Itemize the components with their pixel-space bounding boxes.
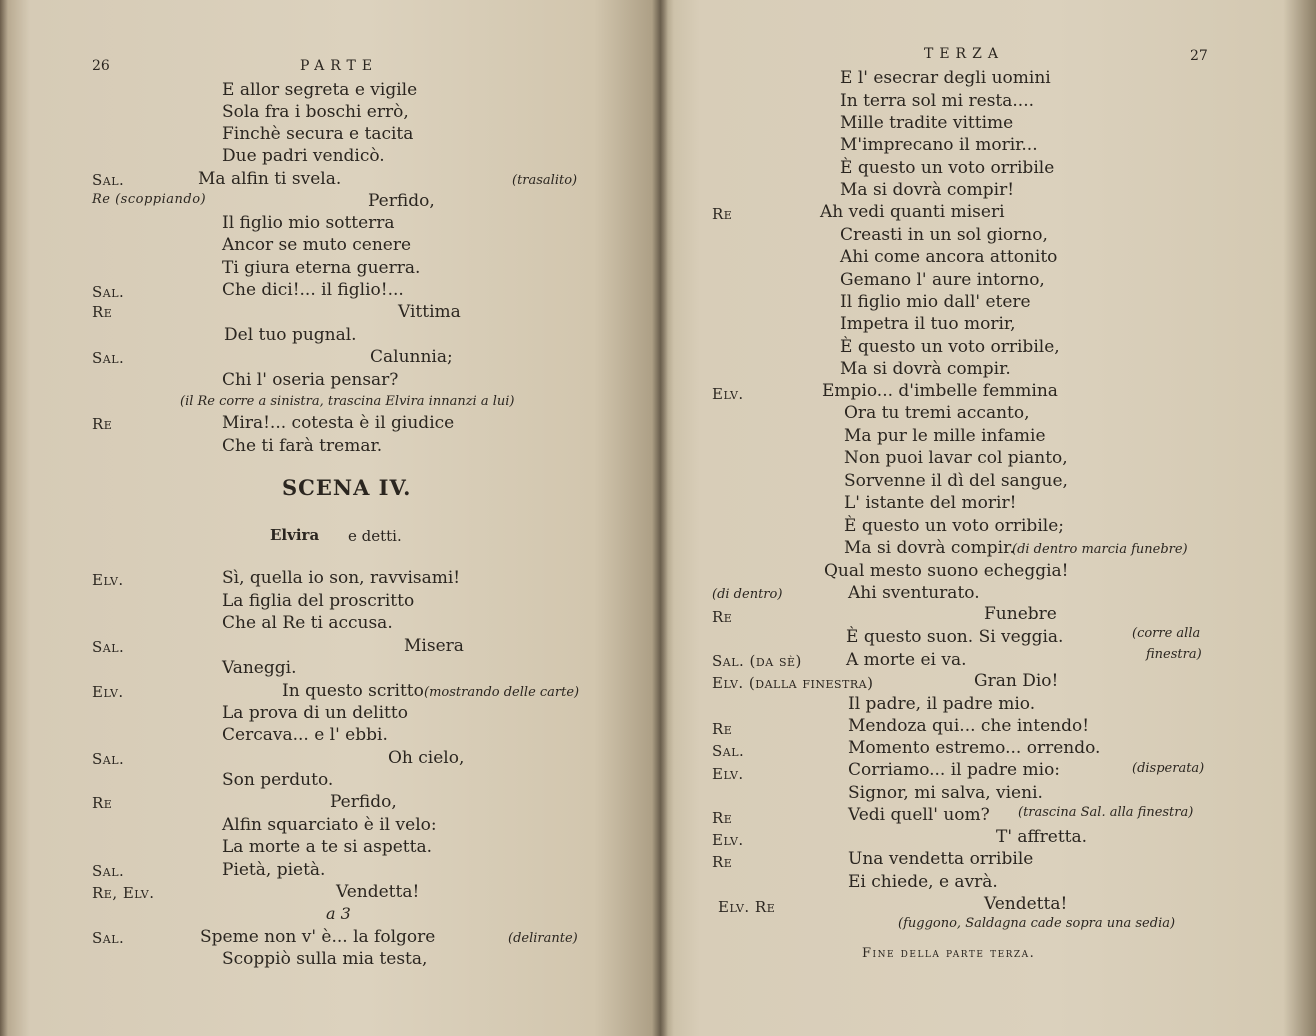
speaker-label: Elv. Re [718, 898, 776, 916]
verse-line: L' istante del morir! [844, 493, 1017, 513]
verse-line: La prova di un delitto [222, 703, 408, 723]
stage-direction: (mostrando delle carte) [424, 685, 580, 700]
verse-line: Vedi quell' uom? [848, 805, 990, 825]
verse-line: Ti giura eterna guerra. [222, 258, 421, 278]
verse-line: Vendetta! [336, 882, 420, 902]
verse-line: Mille tradite vittime [840, 113, 1014, 133]
verse-line: Una vendetta orribile [848, 849, 1034, 869]
verse-line: Il figlio mio dall' etere [840, 292, 1031, 312]
verse-line: A morte ei va. [846, 650, 967, 670]
speaker-label: Elv. [92, 571, 124, 589]
verse-line: Ora tu tremi accanto, [844, 403, 1030, 423]
verse-line: Vittima [398, 302, 461, 322]
verse-line: Due padri vendicò. [222, 146, 385, 166]
speaker-label: Re (scoppiando) [92, 192, 207, 207]
ensemble-marker: a 3 [326, 904, 351, 923]
verse-line: Ma si dovrà compir! [840, 180, 1015, 200]
verse-line: Ma pur le mille infamie [844, 426, 1046, 446]
verse-line: Ma alfin ti svela. [198, 169, 342, 189]
verse-line: Ei chiede, e avrà. [848, 872, 998, 892]
verse-line: Sola fra i boschi errò, [222, 102, 409, 122]
speaker-label: Sal. [92, 349, 125, 367]
stage-direction: (corre alla [1132, 626, 1201, 641]
verse-line: In questo scritto [282, 681, 424, 701]
verse-line: Vendetta! [984, 894, 1068, 914]
speaker-label: Sal. [92, 171, 125, 189]
stage-direction: (fuggono, Saldagna cade sopra una sedia) [898, 916, 1176, 931]
verse-line: Perfido, [368, 191, 435, 211]
verse-line: La morte a te si aspetta. [222, 837, 433, 857]
verse-line: Sì, quella io son, ravvisami! [222, 568, 461, 588]
verse-line: È questo un voto orribile, [840, 337, 1060, 357]
verse-line: Gemano l' aure intorno, [840, 270, 1045, 290]
speaker-label: Sal. [92, 283, 125, 301]
stage-direction: (disperata) [1132, 761, 1205, 776]
speaker-label: Re, Elv. [92, 884, 155, 902]
speaker-label: Re [712, 608, 733, 626]
verse-line: Creasti in un sol giorno, [840, 225, 1048, 245]
scene-title: SCENA IV. [282, 475, 412, 500]
verse-line: Ahi sventurato. [848, 583, 980, 603]
speaker-label: Sal. [92, 638, 125, 656]
verse-line: Finchè secura e tacita [222, 124, 414, 144]
verse-line: Ahi come ancora attonito [840, 247, 1058, 267]
page-number-left: 26 [92, 58, 110, 74]
speaker-label: Re [712, 809, 733, 827]
verse-line: Il figlio mio sotterra [222, 213, 395, 233]
right-page [660, 0, 1316, 1036]
verse-line: Perfido, [330, 792, 397, 812]
verse-line: Del tuo pugnal. [224, 325, 357, 345]
verse-line: Cercava... e l' ebbi. [222, 725, 388, 745]
speaker-label: Elv. (dalla finestra) [712, 674, 874, 692]
verse-line: Qual mesto suono echeggia! [824, 561, 1069, 581]
verse-line: Oh cielo, [388, 748, 465, 768]
speaker-label: Re [92, 303, 113, 321]
verse-line: Che ti farà tremar. [222, 436, 383, 456]
page-number-right: 27 [1190, 48, 1208, 64]
speaker-label: Elv. [712, 385, 744, 403]
verse-line: In terra sol mi resta.... [840, 91, 1035, 111]
verse-line: Momento estremo... orrendo. [848, 738, 1101, 758]
speaker-label: Sal. [92, 862, 125, 880]
running-head-right: TERZA [924, 46, 1004, 62]
speaker-label: Re [92, 415, 113, 433]
verse-line: Che dici!... il figlio!... [222, 280, 404, 300]
verse-line: Scoppiò sulla mia testa, [222, 949, 428, 969]
closing-line: Fine della parte terza. [862, 946, 1036, 961]
verse-line: Pietà, pietà. [222, 860, 326, 880]
running-head-left: PARTE [300, 58, 379, 74]
speaker-label: Sal. [92, 750, 125, 768]
scene-persons-name: Elvira [270, 526, 320, 544]
stage-direction: (di dentro marcia funebre) [1012, 542, 1188, 557]
speaker-label: Sal. [92, 929, 125, 947]
speaker-label: Elv. [92, 683, 124, 701]
stage-direction: (delirante) [508, 931, 578, 946]
verse-line: Corriamo... il padre mio: [848, 760, 1061, 780]
verse-line: Signor, mi salva, vieni. [848, 783, 1043, 803]
verse-line: Ancor se muto cenere [222, 235, 412, 255]
verse-line: È questo un voto orribile [840, 158, 1055, 178]
stage-direction: finestra) [1146, 647, 1202, 662]
speaker-label: (di dentro) [712, 587, 783, 602]
verse-line: Alfin squarciato è il velo: [222, 815, 437, 835]
verse-line: Ma si dovrà compir. [840, 359, 1011, 379]
verse-line: Vaneggi. [222, 658, 297, 678]
verse-line: È questo un voto orribile; [844, 516, 1064, 536]
verse-line: Ma si dovrà compir. [844, 538, 1015, 558]
verse-line: Mira!... cotesta è il giudice [222, 413, 455, 433]
speaker-label: Sal. [712, 742, 745, 760]
verse-line: Gran Dio! [974, 671, 1059, 691]
verse-line: T' affretta. [996, 827, 1088, 847]
verse-line: Calunnia; [370, 347, 453, 367]
verse-line: Impetra il tuo morir, [840, 314, 1016, 334]
verse-line: Ah vedi quanti miseri [820, 202, 1005, 222]
book-gutter [652, 0, 668, 1036]
stage-direction: (il Re corre a sinistra, trascina Elvira innanzi a lui) [180, 394, 515, 409]
verse-line: È questo suon. Si veggia. [846, 627, 1064, 647]
scene-persons-rest: e detti. [348, 527, 402, 545]
verse-line: Mendoza qui... che intendo! [848, 716, 1090, 736]
speaker-label: Elv. [712, 831, 744, 849]
verse-line: Funebre [984, 604, 1057, 624]
verse-line: Son perduto. [222, 770, 334, 790]
verse-line: E allor segreta e vigile [222, 80, 418, 100]
verse-line: Speme non v' è... la folgore [200, 927, 436, 947]
verse-line: Il padre, il padre mio. [848, 694, 1036, 714]
verse-line: M'imprecano il morir... [840, 135, 1038, 155]
speaker-label: Elv. [712, 765, 744, 783]
verse-line: Non puoi lavar col pianto, [844, 448, 1068, 468]
speaker-label: Re [712, 853, 733, 871]
speaker-label: Re [712, 720, 733, 738]
verse-line: E l' esecrar degli uomini [840, 68, 1051, 88]
stage-direction: (trascina Sal. alla finestra) [1018, 805, 1194, 820]
speaker-label: Re [92, 794, 113, 812]
verse-line: Misera [404, 636, 464, 656]
stage-direction: (trasalito) [512, 173, 578, 188]
verse-line: Che al Re ti accusa. [222, 613, 393, 633]
speaker-label: Sal. (da sè) [712, 652, 802, 670]
speaker-label: Re [712, 205, 733, 223]
verse-line: Empio... d'imbelle femmina [822, 381, 1058, 401]
verse-line: Sorvenne il dì del sangue, [844, 471, 1068, 491]
verse-line: Chi l' oseria pensar? [222, 370, 399, 390]
verse-line: La figlia del proscritto [222, 591, 415, 611]
